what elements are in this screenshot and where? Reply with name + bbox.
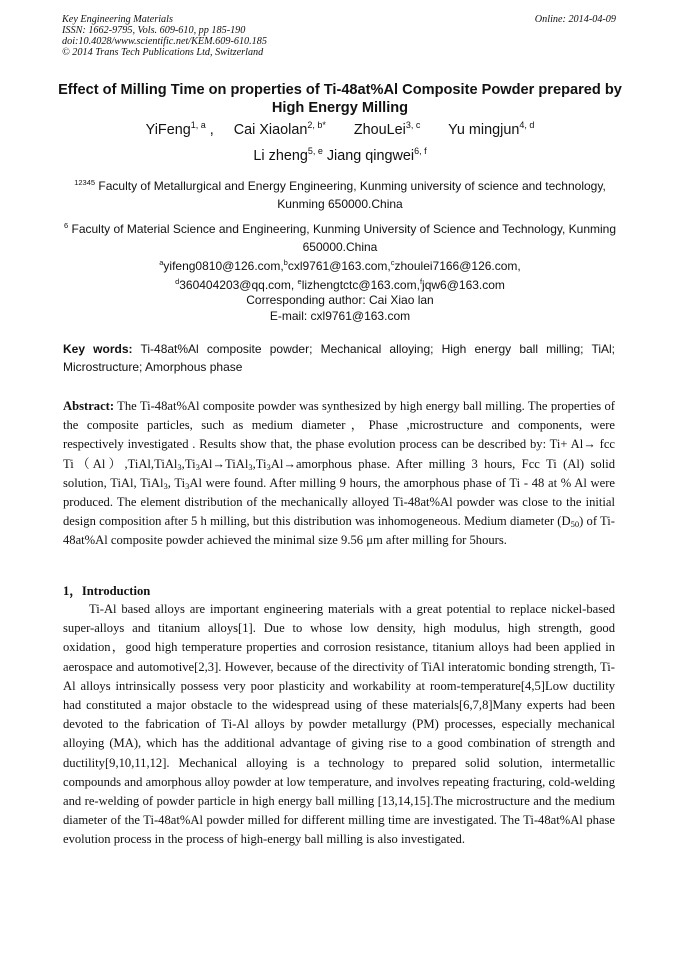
corresponding-email: E-mail: cxl9761@163.com	[269, 309, 411, 323]
author-line-2	[30, 147, 650, 165]
author-name: ZhouLei	[353, 122, 406, 138]
paper-title: Effect of Milling Time on properties of Ti-48at%Al Composite Powder prepared by High Energy Milling	[58, 82, 622, 116]
author-line-1: YiFeng$^{1, a}$ , Cai Xiaolan$^{2, b*}$ ZhouLei$^{3, c}$ Yu mingjun$^{4, d}$	[145, 120, 535, 138]
online-date: Online: 2014-04-09	[534, 14, 616, 25]
introduction-body: Ti-Al based alloys are important engineering materials with a great potential to replace nickel-based super-alloys and titanium alloys[1]. Due to whose low density, high modulus, high strength, good oxidation，good high temperature properties and corrosion resistance, titanium alloys had been applied in aerospace and automotive[2,3]. However, because of the directivity of TiAl interatomic bonding strength, Ti-Al alloys intrinsically possess very poor plasticity and workability at room-temperature[4,5]Low ductility had constituted a major obstacle to the widespread using of these materials[6,7,8]Many experts had been devoted to the fabrication of Ti-Al alloys by powder metallurgy (PM) processes, especially mechanical alloying (MA), which has the additional advantage of giving rise to a good combination of strength and ductility[9,10,11,12]. Mechanical alloying is a technology to prepared solid solution, intermetallic compounds and amorphous alloy powder at low temperature, and involves repeating fracturing, cold-welding and re-welding of powder particle in high energy ball milling [13,14,15].The microstructure and the medium diameter of the Ti-48at%Al powder milled for different milling time are investigated. The Ti-48at%Al phase evolution process in the process of high-energy ball milling is also investigated.	[63, 602, 615, 847]
email-line-1: $^a$yifeng0810@126.com,$^b$cxl9761@163.com,$^c$zhoulei7166@126.com,	[159, 258, 521, 273]
affiliation-1	[60, 177, 620, 213]
email-f: jqw6@163.com	[422, 278, 505, 292]
affiliation-text: Faculty of Metallurgical and Energy Engineering, Kunming university of science and technology, Kunming 650000.China	[98, 179, 606, 211]
email-e: lizhengtctc@163.com,	[301, 278, 420, 292]
email-a: yifeng0810@126.com,	[163, 259, 284, 273]
doi-line: doi:10.4028/www.scientific.net/KEM.609-610.185	[62, 36, 267, 47]
author-sup: 6, f	[414, 146, 427, 156]
arrow-icon: →	[283, 456, 296, 471]
author-sup: 1, a	[190, 120, 206, 130]
author-name: Cai Xiaolan	[233, 122, 308, 138]
affiliation-sup: 12345	[74, 178, 96, 187]
arrow-icon: →	[583, 437, 596, 452]
email-d: 360404203@qq.com,	[179, 278, 295, 292]
author-name: YiFeng	[145, 122, 191, 138]
arrow-icon: →	[212, 456, 226, 471]
affiliation-text: Faculty of Material Science and Engineering, Kunming University of Science and Technology, Kunming 650000.China	[71, 222, 617, 254]
journal-header	[62, 14, 616, 58]
keywords	[63, 340, 615, 376]
issn-line: ISSN: 1662-9795, Vols. 609-610, pp 185-190	[62, 25, 246, 36]
affiliation-sup: 6	[63, 221, 69, 230]
copyright-line: © 2014 Trans Tech Publications Ltd, Switzerland	[62, 47, 264, 58]
journal-name: Key Engineering Materials	[62, 14, 173, 25]
author-name: Li zheng	[253, 148, 308, 164]
author-name: Yu mingjun	[448, 122, 520, 138]
abstract: Abstract: The Ti-48at%Al composite powder was synthesized by high energy ball milling. The properties of the composite particles, such as medium diameter，Phase ,microstructure and components, were respectively investigated . Results show that, the phase evolution process can be described by: Ti+ Al→ fcc $Ti(Al),TiAl,TiAl_3,Ti_3Al\to TiAl_3,Ti_3Al\to amorphous$ phase. After milling 3 hours, Fcc Ti (Al) solid solution, TiAl, TiAl$_3$, $Ti_3Al$ were found. After milling 9 hours, the amorphous phase of Ti - 48 at % Al were produced. The element distribution of the mechanically alloyed Ti-48at%Al powder was close to the initial design composition after 5 h milling, but this distribution was inhomogeneous. Medium diameter $(D_{50})$ of Ti-48at%Al composite powder achieved the minimal size 9.56 μm after milling for 5hours.	[63, 399, 615, 548]
affiliation-2	[60, 220, 620, 256]
section-heading-introduction: 1，Introduction	[63, 584, 151, 598]
author-sup: 4, d	[519, 120, 535, 130]
email-line-2: $^d$360404203@qq.com, $^e$lizhengtctc@163.com,$^f$jqw6@163.com	[175, 277, 505, 292]
keywords-label: Key words:	[63, 342, 133, 356]
email-b: cxl9761@163.com,	[287, 259, 391, 273]
email-c: zhoulei7166@126.com,	[394, 259, 521, 273]
author-name: Jiang qingwei	[326, 148, 415, 164]
author-sup: 3, c	[405, 120, 421, 130]
abstract-label: Abstract:	[63, 399, 115, 413]
corresponding-author: Corresponding author: Cai Xiao lan	[246, 293, 434, 307]
author-sup: 2, b*	[307, 120, 326, 130]
keywords-text: Ti-48at%Al composite powder; Mechanical alloying; High energy ball milling; TiAl; Microstructure; Amorphous phase	[63, 342, 615, 374]
author-sup: 5, e	[307, 146, 323, 156]
